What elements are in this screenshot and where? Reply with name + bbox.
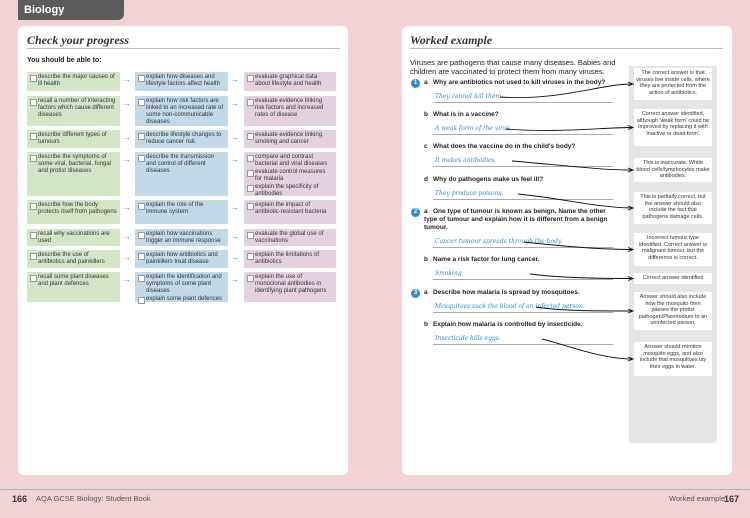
connector-line bbox=[536, 307, 632, 311]
arrow-right-icon: → bbox=[231, 155, 239, 164]
arrow-right-icon: → bbox=[123, 253, 131, 262]
arrow-right-icon: → bbox=[231, 232, 239, 241]
connector-line bbox=[506, 128, 632, 131]
question-body: Why are antibiotics not used to kill viruses in the body? bbox=[433, 79, 606, 86]
question-letter: b bbox=[424, 111, 428, 118]
connector-line bbox=[518, 194, 632, 208]
progress-text: compare and contrast bacterial and viral diseases bbox=[255, 154, 328, 167]
connector-line bbox=[512, 161, 632, 170]
arrow-right-icon: → bbox=[123, 203, 131, 212]
progress-text: explain the limitations of antibiotics bbox=[255, 252, 320, 265]
progress-text: describe the transmission and control of different diseases bbox=[146, 154, 215, 174]
teacher-comment: The correct answer is that viruses live inside cells, where they are protected from the action of antibiotics. bbox=[634, 68, 712, 100]
handwritten-answer: Smoking bbox=[435, 270, 462, 277]
arrow-right-icon: → bbox=[231, 75, 239, 84]
progress-text: evaluate evidence linking risk factors and increased rates of disease bbox=[255, 98, 324, 118]
question-body: Explain how malaria is controlled by insecticide. bbox=[433, 321, 583, 328]
teacher-comment: Answer should mention mosquito eggs, and also include that mosquitoes lay their eggs in water. bbox=[634, 342, 712, 376]
connector-line bbox=[530, 274, 632, 279]
progress-text: evaluate graphical data about lifestyle and health bbox=[255, 74, 322, 87]
question-body: Describe how malaria is spread by mosquitoes. bbox=[433, 289, 580, 296]
question-body: Why do pathogens make us feel ill? bbox=[433, 176, 544, 183]
question-body: What does the vaccine do in the child's body? bbox=[433, 143, 576, 150]
progress-text: explain how risk factors are linked to an increased rate of some non-communicable diseases bbox=[146, 98, 224, 125]
arrow-right-icon: → bbox=[123, 275, 131, 284]
progress-text: describe different types of tumours bbox=[38, 132, 107, 145]
connector-line bbox=[524, 242, 632, 250]
handwritten-answer: It makes antibodies. bbox=[435, 157, 497, 164]
progress-text: describe the use of antibiotics and painkillers bbox=[38, 252, 105, 265]
footer-rule bbox=[0, 489, 750, 490]
progress-text: explain the identification and symptoms of some plant diseases bbox=[146, 274, 222, 294]
handwritten-answer: Cancer tumour spreads through the body. bbox=[435, 238, 563, 245]
question-body: Name a risk factor for lung cancer. bbox=[433, 256, 540, 263]
arrow-right-icon: → bbox=[231, 133, 239, 142]
progress-text: explain the use of monoclonal antibodies in identifying plant pathogens bbox=[255, 274, 327, 294]
arrow-right-icon: → bbox=[231, 253, 239, 262]
handwritten-answer: They cannot kill them. bbox=[435, 93, 504, 100]
arrow-right-icon: → bbox=[231, 99, 239, 108]
arrow-right-icon: → bbox=[123, 232, 131, 241]
check-progress-title: Check your progress bbox=[27, 33, 130, 47]
handwritten-answer: A weak form of the virus. bbox=[435, 125, 512, 132]
teacher-comment: Incorrect tumour type identified. Correct answer is malignant tumour, but the difference is correct. bbox=[634, 233, 712, 266]
handwritten-answer: Mosquitoes suck the blood of an infected person. bbox=[435, 303, 585, 310]
question-number: 1 bbox=[411, 79, 420, 88]
arrow-right-icon: → bbox=[123, 133, 131, 142]
question-letter: b bbox=[424, 321, 428, 328]
progress-text: describe the major causes of ill health bbox=[38, 74, 115, 87]
question-letter: a bbox=[424, 208, 428, 215]
progress-text: evaluate evidence linking smoking and cancer bbox=[255, 132, 323, 145]
teacher-comment: Correct answer identified bbox=[634, 273, 712, 284]
progress-text: recall a number of interacting factors which cause different diseases bbox=[38, 98, 116, 118]
check-progress-subtitle: You should be able to: bbox=[27, 57, 102, 64]
progress-text: evaluate the global use of vaccinations bbox=[255, 231, 324, 244]
teacher-comment: Answer should also include how the mosquito then passes the protist pathogen/Plasmodium to an uninfected person. bbox=[634, 292, 712, 330]
progress-text: describe the symptoms of some viral, bacterial, fungal and protist diseases bbox=[38, 154, 112, 174]
section-tab: Biology bbox=[18, 0, 124, 20]
question-letter: d bbox=[424, 176, 428, 183]
worked-example-title: Worked example bbox=[410, 33, 493, 47]
right-page-number: 167 bbox=[724, 494, 740, 504]
right-footer-text: Worked example bbox=[669, 494, 726, 503]
progress-text: explain the role of the immune system bbox=[146, 202, 204, 215]
connector-line bbox=[542, 339, 632, 359]
worked-example-intro: Viruses are pathogens that cause many diseases. Babies and children are vaccinated to protect them from many viruses. bbox=[410, 58, 616, 76]
teacher-comment: Correct answer identified, although 'weak form' could be improved by replacing it with 'inactive or dead form'. bbox=[634, 109, 712, 146]
progress-text: explain how antibiotics and painkillers treat disease bbox=[146, 252, 218, 265]
left-page-number: 166 bbox=[12, 494, 28, 504]
left-footer-text: AQA GCSE Biology: Student Book bbox=[36, 494, 151, 503]
question-letter: c bbox=[424, 143, 428, 150]
teacher-comment: This is partially correct, but the answer should also include the fact that pathogens damage cells. bbox=[634, 192, 712, 224]
question-letter: b bbox=[424, 256, 428, 263]
arrow-right-icon: → bbox=[231, 203, 239, 212]
question-letter: a bbox=[424, 289, 428, 296]
progress-text: explain how vaccinations trigger an immune response bbox=[146, 231, 221, 244]
progress-text: recall some plant diseases and plant defences bbox=[38, 274, 109, 287]
progress-text: describe how the body protects itself from pathogens bbox=[38, 202, 117, 215]
connector-line bbox=[500, 84, 632, 98]
progress-text: explain the impact of antibiotic-resistant bacteria bbox=[255, 202, 327, 215]
handwritten-answer: Insecticide kills eggs. bbox=[435, 335, 501, 342]
handwritten-answer: They produce poisons. bbox=[435, 190, 504, 197]
arrow-right-icon: → bbox=[231, 275, 239, 284]
question-body: What is in a vaccine? bbox=[433, 111, 499, 118]
progress-text: explain some plant defences bbox=[146, 296, 223, 302]
question-number: 3 bbox=[411, 289, 420, 298]
progress-text: explain the specificity of antibodies bbox=[255, 184, 319, 197]
question-body: One type of tumour is known as benign. Name the other type of tumour and explain how it is different from a benign tumour. bbox=[424, 208, 608, 231]
arrow-right-icon: → bbox=[123, 75, 131, 84]
progress-text: evaluate control measures for malaria bbox=[255, 169, 326, 182]
progress-text: recall why vaccinations are used bbox=[38, 231, 110, 244]
arrow-right-icon: → bbox=[123, 155, 131, 164]
teacher-comment: This is inaccurate. White blood cells/lymphocytes make antibodies. bbox=[634, 158, 712, 182]
question-number: 2 bbox=[411, 208, 420, 217]
progress-text: explain how diseases and lifestyle factors affect health bbox=[146, 74, 220, 87]
question-letter: a bbox=[424, 79, 428, 86]
progress-text: describe lifestyle changes to reduce cancer risk bbox=[146, 132, 222, 145]
arrow-right-icon: → bbox=[123, 99, 131, 108]
